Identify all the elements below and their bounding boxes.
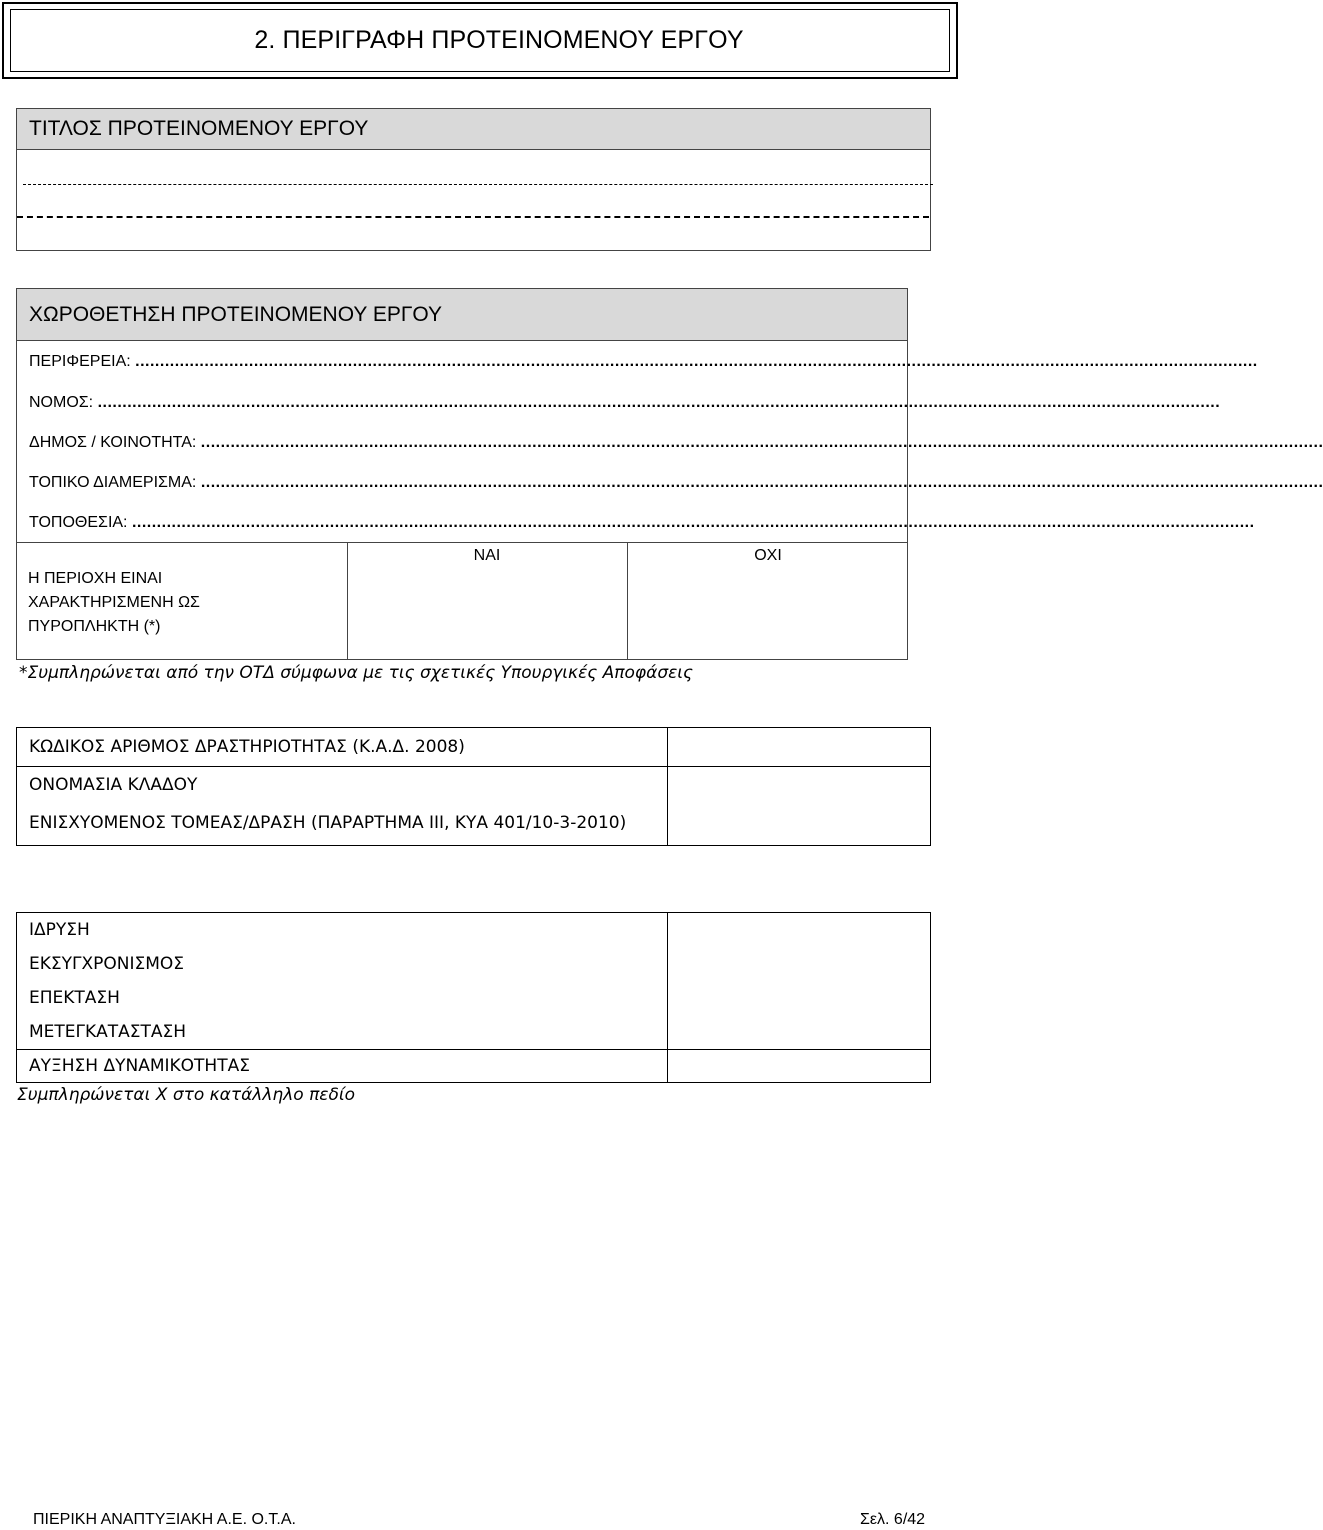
supported-sector-row: ΕΝΙΣΧΥΟΜΕΝΟΣ ΤΟΜΕΑΣ/ΔΡΑΣΗ (ΠΑΡΑΡΤΗΜΑ ΙΙΙ, ΚΥΑ 401/10-3-2010)	[29, 813, 627, 833]
fire-affected-question: Η ΠΕΡΙΟΧΗ ΕΙΝΑΙ ΧΑΡΑΚΤΗΡΙΣΜΕΝΗ ΩΣ ΠΥΡΟΠΛΗΚΤΗ (*)	[28, 570, 200, 635]
section-heading: 2. ΠΕΡΙΓΡΑΦΗ ΠΡΟΤΕΙΝΟΜΕΝΟΥ ΕΡΓΟΥ	[254, 26, 744, 54]
fire-yes-label: ΝΑΙ	[473, 547, 501, 564]
option-relocation: ΜΕΤΕΓΚΑΤΑΣΤΑΣΗ	[29, 1022, 187, 1042]
location-field[interactable]	[29, 512, 1255, 534]
fire-no-label: ΟΧΙ	[754, 547, 782, 564]
project-location-header	[17, 289, 907, 341]
fire-yes-cell[interactable]	[347, 545, 627, 567]
fire-affected-note: *Συμπληρώνεται από την ΟΤΔ σύμφωνα με τις σχετικές Υπουργικές Αποφάσεις	[19, 663, 694, 683]
prefecture-field[interactable]	[29, 392, 1221, 414]
footer-organization: ΠΙΕΡΙΚΗ ΑΝΑΠΤΥΞΙΑΚΗ Α.Ε. Ο.Τ.Α.	[33, 1511, 296, 1528]
municipality-label: ΔΗΜΟΣ / ΚΟΙΝΟΤΗΤΑ:	[29, 434, 197, 451]
option-modernization: ΕΚΣΥΓΧΡΟΝΙΣΜΟΣ	[29, 954, 185, 974]
option-expansion: ΕΠΕΚΤΑΣΗ	[29, 988, 120, 1008]
activity-code-row: ΚΩΔΙΚΟΣ ΑΡΙΘΜΟΣ ΔΡΑΣΤΗΡΙΟΤΗΤΑΣ (Κ.Α.Δ. 2008)	[29, 737, 465, 757]
section-heading-box	[10, 9, 950, 72]
investment-type-note: Συμπληρώνεται Χ στο κατάλληλο πεδίο	[17, 1085, 356, 1105]
region-label: ΠΕΡΙΦΕΡΕΙΑ:	[29, 353, 131, 370]
project-title-box	[16, 108, 931, 251]
project-location-label: ΧΩΡΟΘΕΤΗΣΗ ΠΡΟΤΕΙΝΟΜΕΝΟΥ ΕΡΓΟΥ	[29, 303, 443, 326]
local-district-field[interactable]	[29, 472, 1323, 494]
option-establishment: ΙΔΡΥΣΗ	[29, 920, 90, 940]
project-title-fill-line-2[interactable]	[17, 216, 929, 218]
location-dots: ...................................................................................................................................................................................................................................	[131, 514, 1255, 531]
location-label: ΤΟΠΟΘΕΣΙΑ:	[29, 514, 128, 531]
municipality-dots: ...................................................................................................................................................................................................................................	[200, 434, 1323, 451]
sector-name-row: ΟΝΟΜΑΣΙΑ ΚΛΑΔΟΥ	[29, 775, 198, 795]
footer-page-number: Σελ. 6/42	[860, 1511, 926, 1528]
capacity-mark-cell[interactable]	[669, 1050, 931, 1082]
sector-value-cell[interactable]	[669, 767, 931, 844]
investment-type-table	[16, 912, 931, 1083]
local-district-label: ΤΟΠΙΚΟ ΔΙΑΜΕΡΙΣΜΑ:	[29, 474, 197, 491]
investment-value-divider	[667, 913, 668, 1082]
project-title-header	[17, 109, 930, 150]
region-dots: ...................................................................................................................................................................................................................................	[135, 353, 1258, 370]
option-capacity-increase: ΑΥΞΗΣΗ ΔΥΝΑΜΙΚΟΤΗΤΑΣ	[29, 1056, 250, 1076]
project-title-label: ΤΙΤΛΟΣ ΠΡΟΤΕΙΝΟΜΕΝΟΥ ΕΡΓΟΥ	[29, 117, 369, 140]
fire-no-cell[interactable]	[627, 545, 909, 567]
region-field[interactable]	[29, 351, 1258, 373]
project-title-fill-line-1[interactable]	[23, 184, 933, 185]
municipality-field[interactable]	[29, 432, 1323, 454]
fire-affected-row	[17, 542, 907, 659]
investment-type-mark-cell[interactable]	[669, 913, 931, 1049]
local-district-dots: ...................................................................................................................................................................................................................................	[200, 474, 1323, 491]
activity-value-divider	[667, 728, 668, 845]
prefecture-dots: ...................................................................................................................................................................................................................................	[97, 394, 1221, 411]
project-location-box	[16, 288, 1323, 660]
activity-code-value-cell[interactable]	[669, 728, 931, 766]
prefecture-label: ΝΟΜΟΣ:	[29, 394, 94, 411]
activity-code-table	[16, 727, 931, 846]
